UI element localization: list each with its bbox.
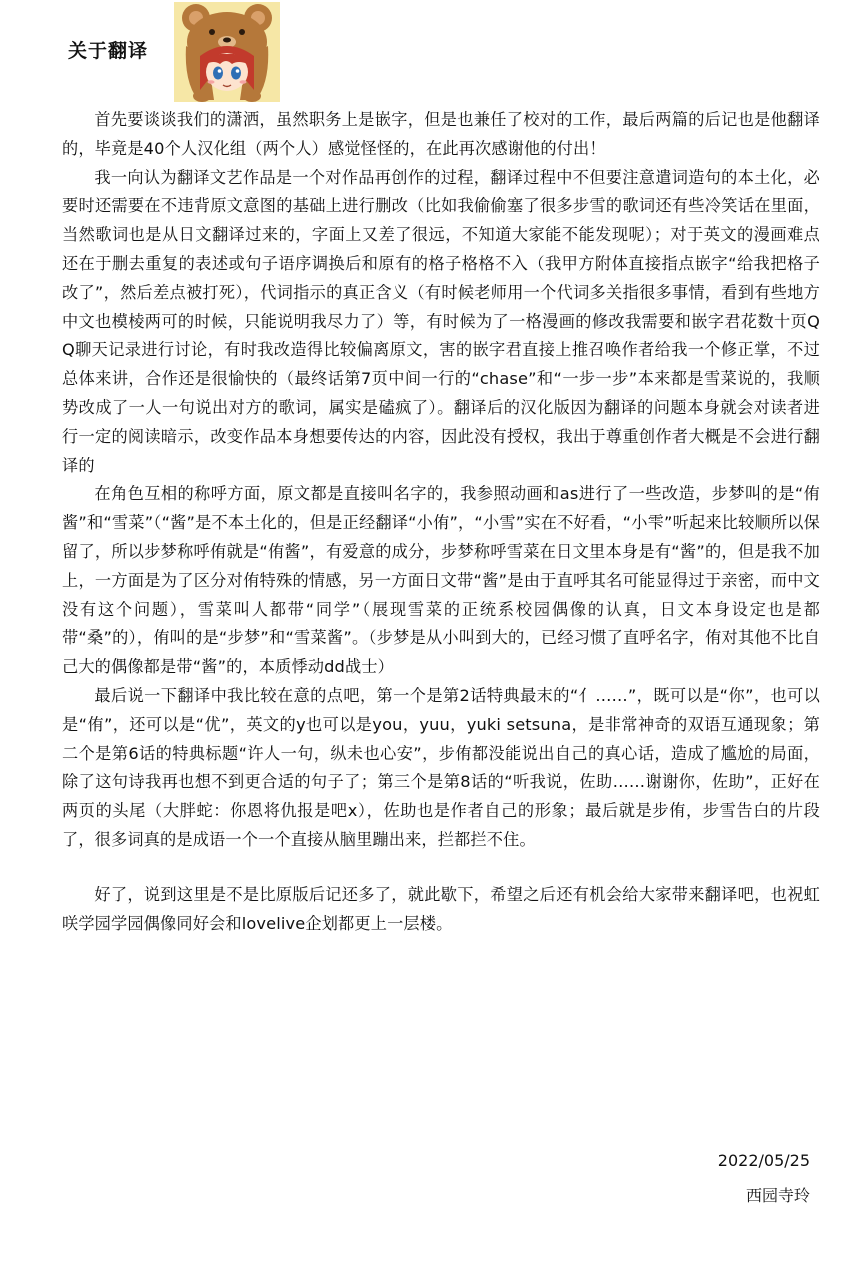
signature-date: 2022/05/25 — [717, 1151, 810, 1170]
bear-hood-girl-avatar-icon — [174, 2, 280, 102]
afterword-body — [62, 106, 820, 938]
signature-author: 西园寺玲 — [745, 1186, 810, 1205]
paragraph-character-naming: 在角色互相的称呼方面，原文都是直接叫名字的，我参照动画和as进行了一些改造，步梦叫的是“侑酱”和“雪菜”（“酱”是不本土化的，但是正经翻译“小侑”，“小雪”实在不好看，“小雫”听起来比较顺所以保留了，所以步梦称呼侑就是“侑酱”，有爱意的成分，步梦称呼雪菜在日文里本身是有“酱”的，但是我不加上，一方面是为了区分对侑特殊的情感，另一方面日文带“酱”是由于直呼其名可能显得过于亲密，而中文没有这个问题），雪菜叫人都带“同学”（展现雪菜的正统系校园偶像的认真，日文本身设定也是都带“桑”的），侑叫的是“步梦”和“雪菜酱”。（步梦是从小叫到大的，已经习惯了直呼名字，侑对其他不比自己大的偶像都是带“酱”的，本质悸动dd战士） — [62, 484, 820, 677]
paragraph-notable-points: 最后说一下翻译中我比较在意的点吧，第一个是第2话特典最末的“亻……”，既可以是“你”，也可以是“侑”，还可以是“优”，英文的y也可以是you，yuu，yuki setsuna，是非常神奇的双语互通现象；第二个是第6话的特典标题“许人一句，纵未也心安”，步侑都没能说出自己的真心话，造成了尴尬的局面，除了这句诗我再也想不到更合适的句子了；第三个是第8话的“听我说，佐助……谢谢你，佐助”，正好在两页的头尾（大胖蛇：你恩将仇报是吧x），佐助也是作者自己的形象；最后就是步侑，步雪告白的片段了，很多词真的是成语一个一个直接从脑里蹦出来，拦都拦不住。 — [62, 685, 820, 849]
page-title: 关于翻译 — [68, 40, 149, 62]
paragraph-closing: 好了，说到这里是不是比原版后记还多了，就此歇下，希望之后还有机会给大家带来翻译吧，也祝虹咲学园学园偶像同好会和lovelive企划都更上一层楼。 — [62, 884, 820, 933]
paragraph-staff-thanks: 首先要谈谈我们的潇洒，虽然职务上是嵌字，但是也兼任了校对的工作，最后两篇的后记也是他翻译的，毕竟是40个人汉化组（两个人）感觉怪怪的，在此再次感谢他的付出！ — [62, 110, 820, 158]
paragraph-translation-philosophy: 我一向认为翻译文艺作品是一个对作品再创作的过程，翻译过程中不但要注意遣词造句的本土化，必要时还需要在不违背原文意图的基础上进行删改（比如我偷偷塞了很多步雪的歌词还有些冷笑话在里面，当然歌词也是从日文翻译过来的，字面上又差了很远，不知道大家能不能发现呢）；对于英文的漫画难点还在于删去重复的表述或句子语序调换后和原有的格子格格不入（我甲方附体直接指点嵌字“给我把格子改了”，然后差点被打死），代词指示的真正含义（有时候老师用一个代词多关指很多事情，看到有些地方中文也模棱两可的时候，只能说明我尽力了）等，有时候为了一格漫画的修改我需要和嵌字君花数十页QQ聊天记录进行讨论，有时我改造得比较偏离原文，害的嵌字君直接上推召唤作者给我一个修正掌，不过总体来讲，合作还是很愉快的（最终话第7页中间一行的“chase”和“一步一步”本来都是雪菜说的，我顺势改成了一人一句说出对方的歌词，属实是磕疯了）。翻译后的汉化版因为翻译的问题本身就会对读者进行一定的阅读暗示，改变作品本身想要传达的内容，因此没有授权，我出于尊重创作者大概是不会进行翻译的 — [62, 167, 820, 475]
